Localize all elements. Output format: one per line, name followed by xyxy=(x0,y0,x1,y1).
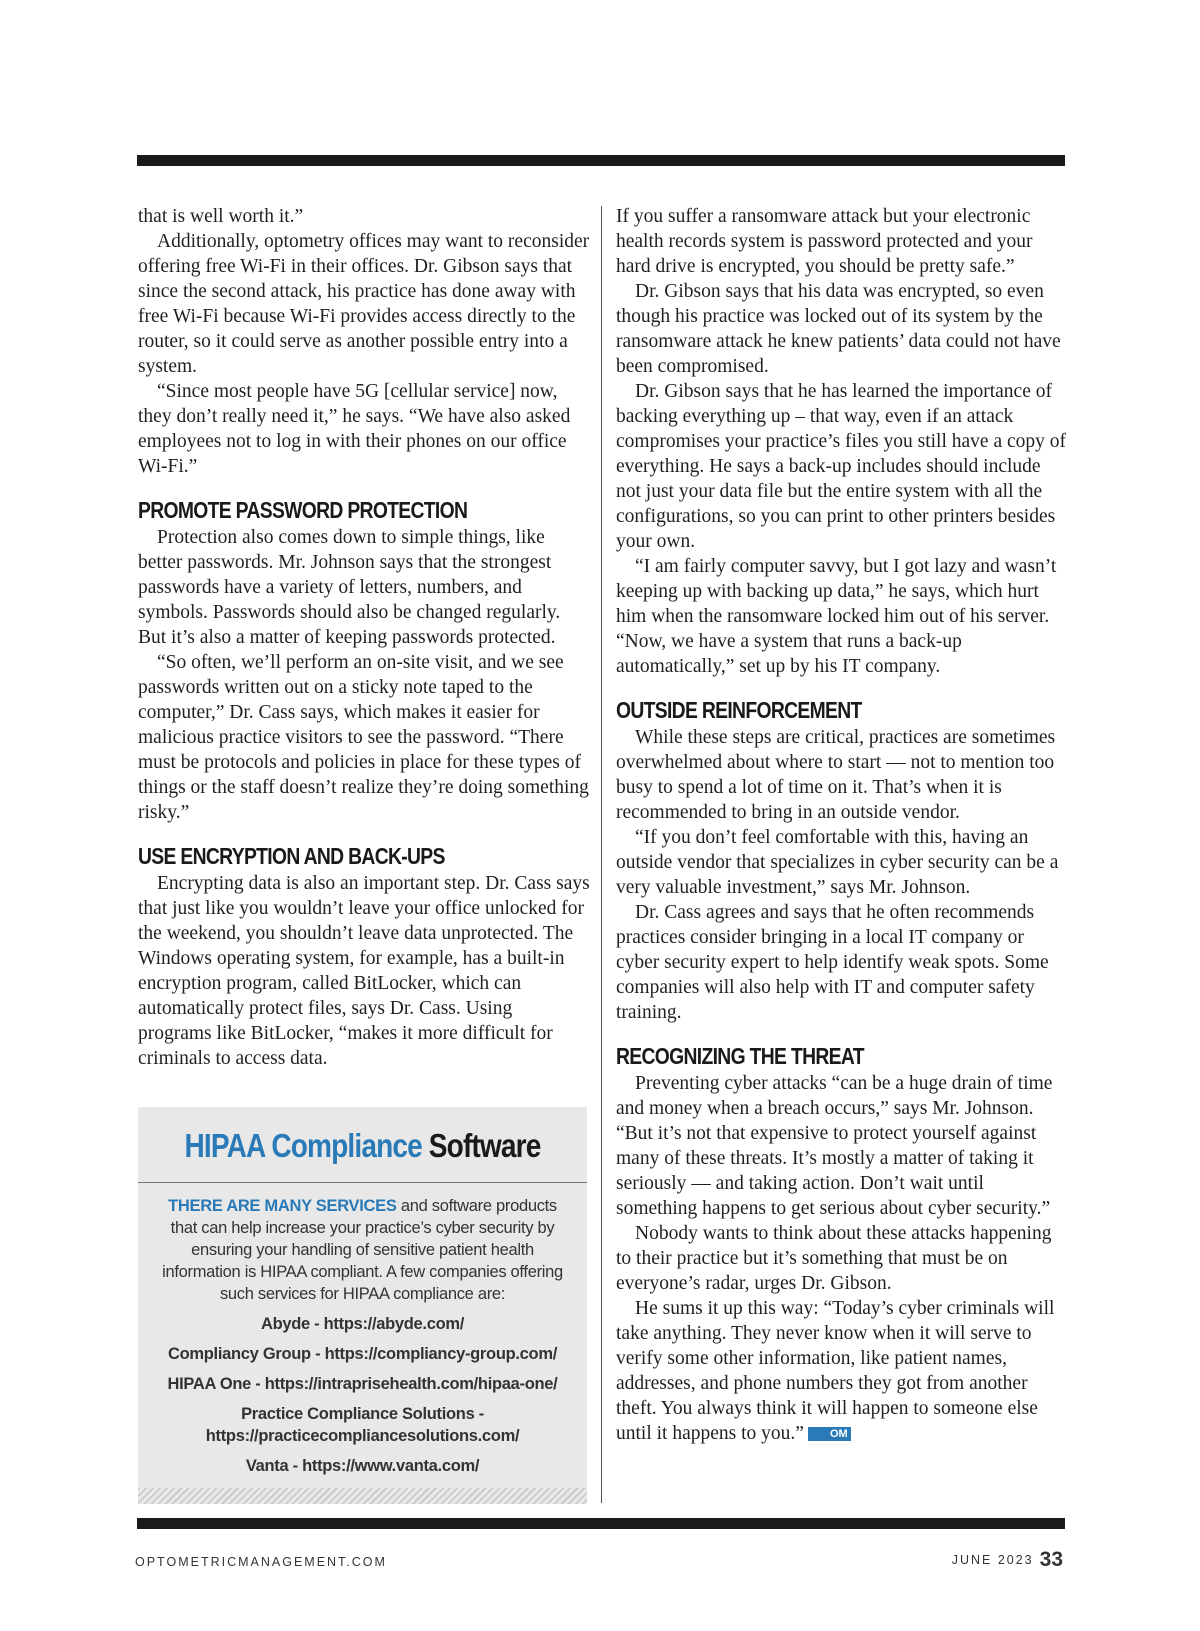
paragraph: “I am fairly computer savvy, but I got lazy and wasn’t keeping up with backing up data,” he says, which hurt him when the ransomware locked him out of his server. “Now, we have a system that runs a back-up automatically,” set up by his IT company. xyxy=(616,556,1057,677)
section-heading: PROMOTE PASSWORD PROTECTION xyxy=(138,497,468,523)
section-heading: RECOGNIZING THE THREAT xyxy=(616,1043,864,1069)
vendor-item: Abyde - https://abyde.com/ xyxy=(260,1315,465,1333)
right-column xyxy=(616,204,1068,1446)
paragraph: If you suffer a ransomware attack but your electronic health records system is password protected and your hard drive is encrypted, you should be pretty safe.” xyxy=(616,206,1033,277)
paragraph: Dr. Cass agrees and says that he often recommends practices consider bringing in a local IT company or cyber security expert to help identify weak spots. Some companies will also help with IT and computer safety training. xyxy=(616,902,1049,1023)
paragraph: Dr. Gibson says that he has learned the importance of backing everything up – that way, even if an attack compromises your practice’s files you still have a copy of everything. He says a back-up includes should include not just your data file but the entire system with all the configurations, so you can print to other printers besides your own. xyxy=(616,381,1067,552)
left-column xyxy=(138,204,590,1071)
sidebar-title xyxy=(172,1127,554,1165)
paragraph: Dr. Gibson says that his data was encrypted, so even though his practice was locked out of its system by the ransomware attack he knew patients’ data could not have been compromised. xyxy=(616,281,1061,377)
bottom-rule xyxy=(137,1518,1065,1529)
sidebar-hatch xyxy=(138,1488,587,1504)
paragraph: Encrypting data is also an important step. Dr. Cass says that just like you wouldn’t leave your office unlocked for the weekend, you shouldn’t leave data unprotected. The Windows operating system, for example, has a built-in encryption program, called BitLocker, which can automatically protect files, says Dr. Cass. Using programs like BitLocker, “makes it more difficult for criminals to access data. xyxy=(138,873,590,1069)
sidebar-intro xyxy=(156,1195,569,1305)
vendor-item: Vanta - https://www.vanta.com/ xyxy=(245,1457,480,1475)
vendor-item: Practice Compliance Solutions - https://practicecompliancesolutions.com/ xyxy=(205,1405,520,1445)
paragraph: that is well worth it.” xyxy=(138,206,304,227)
end-mark-badge: OM xyxy=(808,1427,851,1441)
sidebar-intro-text: and software products that can help increase your practice’s cyber security by ensuring your handling of sensitive patient health information is HIPAA compliant. A few companies offering such services for HIPAA compliance are: xyxy=(162,1197,563,1303)
paragraph: While these steps are critical, practices are sometimes overwhelmed about where to start — not to mention too busy to spend a lot of time on it. That’s when it is recommended to bring in an outside vendor. xyxy=(616,727,1056,823)
paragraph xyxy=(616,1296,1068,1446)
column-divider xyxy=(601,206,602,1503)
hipaa-sidebar xyxy=(138,1107,587,1504)
section-heading: OUTSIDE REINFORCEMENT xyxy=(616,697,862,723)
footer-site: OPTOMETRICMANAGEMENT.COM xyxy=(135,1555,387,1569)
paragraph: Preventing cyber attacks “can be a huge drain of time and money when a breach occurs,” says Mr. Johnson. “But it’s not that expensive to protect yourself against many of these threats. It’s mostly a matter of taking it seriously — and taking action. Don’t wait until something happens to get serious about cyber security.” xyxy=(616,1073,1053,1219)
sidebar-title-blue: HIPAA Compliance xyxy=(184,1127,422,1164)
paragraph: Nobody wants to think about these attacks happening to their practice but it’s something that must be on everyone’s radar, urges Dr. Gibson. xyxy=(616,1223,1052,1294)
paragraph-text: He sums it up this way: “Today’s cyber criminals will take anything. They never know when it will serve to verify some other information, like patient names, addresses, and phone numbers they got from another theft. You always think it will happen to someone else until it happens to you.” xyxy=(616,1298,1055,1444)
sidebar-title-black: Software xyxy=(428,1127,541,1164)
paragraph: “So often, we’ll perform an on-site visit, and we see passwords written out on a sticky note taped to the computer,” Dr. Cass says, which makes it easier for malicious practice visitors to see the password. “There must be protocols and policies in place for these types of things or the staff doesn’t realize they’re doing something risky.” xyxy=(138,652,589,823)
page-number: 33 xyxy=(1039,1548,1063,1571)
vendor-list xyxy=(138,1313,587,1477)
footer-folio xyxy=(952,1548,1063,1572)
footer-date: JUNE 2023 xyxy=(951,1553,1034,1567)
paragraph: “Since most people have 5G [cellular service] now, they don’t really need it,” he says. “We have also asked employees not to log in with their phones on our office Wi-Fi.” xyxy=(138,381,571,477)
section-heading: USE ENCRYPTION AND BACK-UPS xyxy=(138,843,445,869)
top-rule xyxy=(137,155,1065,166)
vendor-item: HIPAA One - https://intraprisehealth.com/hipaa-one/ xyxy=(167,1375,558,1393)
sidebar-intro-lead: THERE ARE MANY SERVICES xyxy=(168,1197,397,1215)
sidebar-divider xyxy=(138,1182,587,1183)
vendor-item: Compliancy Group - https://compliancy-group.com/ xyxy=(168,1345,557,1363)
paragraph: Additionally, optometry offices may want to reconsider offering free Wi-Fi in their offices. Dr. Gibson says that since the second attack, his practice has done away with free Wi-Fi because Wi-Fi provides access directly to the router, so it could serve as another possible entry into a system. xyxy=(138,231,590,377)
paragraph: “If you don’t feel comfortable with this, having an outside vendor that specializes in cyber security can be a very valuable investment,” says Mr. Johnson. xyxy=(616,827,1059,898)
paragraph: Protection also comes down to simple things, like better passwords. Mr. Johnson says that the strongest passwords have a variety of letters, numbers, and symbols. Passwords should also be changed regularly. But it’s also a matter of keeping passwords protected. xyxy=(138,527,561,648)
